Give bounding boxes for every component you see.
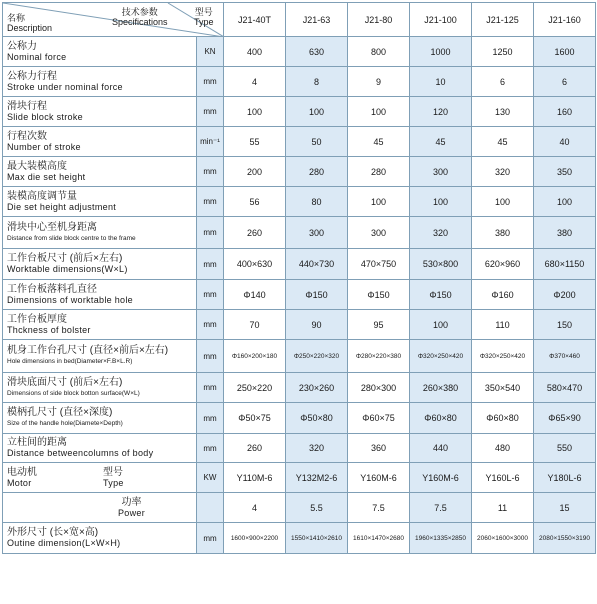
model-header: J21-160 (534, 3, 596, 37)
value-cell: 400×630 (224, 249, 286, 280)
row-label-cn: 滑块行程 (7, 100, 47, 112)
row-label (3, 403, 197, 434)
unit-cell: mm (197, 187, 224, 217)
model-header: J21-80 (348, 3, 410, 37)
value-cell: 160 (534, 97, 596, 127)
row-label-en: Stroke under nominal force (7, 81, 123, 92)
row-label-cn: 公称力 (7, 40, 37, 52)
unit-cell: KN (197, 37, 224, 67)
row-label-en: Slide block stroke (7, 111, 83, 122)
value-cell: Y110M-6 (224, 463, 286, 493)
value-cell: 1960×1335×2850 (410, 523, 472, 554)
outline-cn: 外形尺寸 (长×宽×高) (7, 527, 99, 538)
table-row (3, 217, 596, 249)
model-header: J21-63 (286, 3, 348, 37)
row-label-en: Thckness of bolster (7, 324, 91, 335)
value-cell: 100 (410, 310, 472, 340)
value-cell: Φ50×75 (224, 403, 286, 434)
value-cell: 10 (410, 67, 472, 97)
value-cell: 630 (286, 37, 348, 67)
motor-cn: 电动机 (7, 466, 37, 478)
value-cell: 530×800 (410, 249, 472, 280)
row-label-cn: 最大装模高度 (7, 160, 67, 172)
value-cell: 350×540 (472, 373, 534, 403)
header-row (3, 3, 596, 37)
unit-cell: mm (197, 280, 224, 310)
row-label-en: Hole dimensions in bed(Diameter×F.B×L.R) (7, 358, 133, 365)
value-cell: 6 (472, 67, 534, 97)
value-cell: 230×260 (286, 373, 348, 403)
value-cell: 110 (472, 310, 534, 340)
value-cell: Φ150 (286, 280, 348, 310)
value-cell: 90 (286, 310, 348, 340)
row-label (3, 37, 197, 67)
value-cell: 45 (348, 127, 410, 157)
row-label (3, 157, 197, 187)
unit-cell: mm (197, 340, 224, 373)
value-cell: Φ150 (348, 280, 410, 310)
value-cell: 100 (410, 187, 472, 217)
value-cell: 280 (286, 157, 348, 187)
row-label-cn: 工作台板厚度 (7, 313, 67, 325)
unit-cell: mm (197, 67, 224, 97)
table-row (3, 310, 596, 340)
value-cell: 55 (224, 127, 286, 157)
value-cell: Y160M-6 (410, 463, 472, 493)
model-header: J21-100 (410, 3, 472, 37)
value-cell: 320 (286, 434, 348, 463)
value-cell: 100 (472, 187, 534, 217)
value-cell: 5.5 (286, 493, 348, 523)
value-cell: 320 (472, 157, 534, 187)
model-header: J21-40T (224, 3, 286, 37)
value-cell: 2060×1600×3000 (472, 523, 534, 554)
table-row (3, 157, 596, 187)
motor-power-row (3, 493, 596, 523)
row-label-en: Distance betweencolumns of body (7, 448, 154, 458)
motor-label (3, 463, 197, 493)
value-cell: 45 (410, 127, 472, 157)
value-cell: 470×750 (348, 249, 410, 280)
row-label (3, 340, 197, 373)
type-label: 型号 Type (194, 7, 214, 27)
power-cn: 功率 (121, 496, 142, 508)
value-cell: Y160L-6 (472, 463, 534, 493)
model-header: J21-125 (472, 3, 534, 37)
value-cell: 7.5 (348, 493, 410, 523)
spec-table (2, 2, 596, 554)
value-cell: 100 (224, 97, 286, 127)
value-cell: Φ160 (472, 280, 534, 310)
table-row (3, 373, 596, 403)
row-label-en: Dimensions of worktable hole (7, 294, 133, 305)
value-cell: Φ60×80 (410, 403, 472, 434)
table-row (3, 67, 596, 97)
value-cell: Φ60×75 (348, 403, 410, 434)
value-cell: 440 (410, 434, 472, 463)
value-cell: 4 (224, 67, 286, 97)
value-cell: 40 (534, 127, 596, 157)
motor-type-en: Type (103, 477, 124, 488)
table-row (3, 403, 596, 434)
power-label (3, 493, 197, 523)
row-label-cn: 滑块中心至机身距离 (7, 221, 97, 233)
value-cell: Y180L-6 (534, 463, 596, 493)
value-cell: 440×730 (286, 249, 348, 280)
table-row (3, 37, 596, 67)
motor-type-row (3, 463, 596, 493)
motor-en: Motor (7, 477, 32, 488)
row-label-en: Number of stroke (7, 141, 81, 152)
value-cell: Φ60×80 (472, 403, 534, 434)
row-label-en: Worktable dimensions(W×L) (7, 264, 128, 274)
value-cell: Φ320×250×420 (472, 340, 534, 373)
unit-cell: mm (197, 434, 224, 463)
value-cell: 350 (534, 157, 596, 187)
value-cell: 400 (224, 37, 286, 67)
value-cell: 380 (472, 217, 534, 249)
row-label-cn: 公称力行程 (7, 70, 57, 82)
value-cell: Φ150 (410, 280, 472, 310)
outline-label (3, 523, 197, 554)
value-cell: 360 (348, 434, 410, 463)
value-cell: Φ65×90 (534, 403, 596, 434)
value-cell: 550 (534, 434, 596, 463)
motor-type-cn: 型号 (103, 466, 123, 478)
row-label (3, 127, 197, 157)
row-label-cn: 工作台板落料孔直径 (7, 283, 97, 295)
value-cell: 8 (286, 67, 348, 97)
value-cell: 260 (224, 434, 286, 463)
value-cell: Φ320×250×420 (410, 340, 472, 373)
value-cell: 100 (348, 97, 410, 127)
value-cell: Y160M-6 (348, 463, 410, 493)
value-cell: 280 (348, 157, 410, 187)
unit-cell: mm (197, 97, 224, 127)
value-cell: 45 (472, 127, 534, 157)
value-cell: 100 (286, 97, 348, 127)
value-cell: Φ370×460 (534, 340, 596, 373)
outline-row (3, 523, 596, 554)
value-cell: 1550×1410×2610 (286, 523, 348, 554)
row-label (3, 67, 197, 97)
outline-en: Outine dimension(L×W×H) (7, 538, 121, 548)
specifications-label: 技术参数 Specifications (112, 7, 168, 27)
value-cell: Φ50×80 (286, 403, 348, 434)
row-label-cn: 模柄孔尺寸 (直径×深度) (7, 407, 113, 418)
value-cell: 70 (224, 310, 286, 340)
value-cell: 120 (410, 97, 472, 127)
row-label-en: Die set height adjustment (7, 201, 117, 212)
value-cell: 320 (410, 217, 472, 249)
value-cell: Φ160×200×180 (224, 340, 286, 373)
value-cell: 9 (348, 67, 410, 97)
row-label (3, 249, 197, 280)
row-label-en: Dimensions of side block botton surface(W×L) (7, 389, 140, 397)
value-cell: 1600 (534, 37, 596, 67)
header-corner (3, 3, 224, 37)
table-row (3, 97, 596, 127)
row-label-cn: 机身工作台孔尺寸 (直径×前后×左右) (7, 345, 169, 356)
value-cell: 680×1150 (534, 249, 596, 280)
row-label-cn: 工作台板尺寸 (前后×左右) (7, 253, 123, 264)
value-cell: 130 (472, 97, 534, 127)
value-cell: 1250 (472, 37, 534, 67)
table-row (3, 187, 596, 217)
row-label (3, 97, 197, 127)
table-row (3, 127, 596, 157)
value-cell: 200 (224, 157, 286, 187)
row-label-en: Max die set height (7, 171, 86, 182)
row-label (3, 187, 197, 217)
unit-cell: mm (197, 310, 224, 340)
row-label-en: Nominal force (7, 51, 67, 62)
table-row (3, 280, 596, 310)
value-cell: 250×220 (224, 373, 286, 403)
row-label-en: Size of the handle hole(Diamete×Depth) (7, 420, 123, 427)
value-cell: 95 (348, 310, 410, 340)
power-en: Power (117, 507, 145, 518)
value-cell: 56 (224, 187, 286, 217)
unit-cell: mm (197, 373, 224, 403)
row-label (3, 373, 197, 403)
unit-cell: mm (197, 249, 224, 280)
value-cell: 2080×1550×3190 (534, 523, 596, 554)
value-cell: 620×960 (472, 249, 534, 280)
value-cell: 1610×1470×2680 (348, 523, 410, 554)
value-cell: 380 (534, 217, 596, 249)
value-cell: 1600×900×2200 (224, 523, 286, 554)
row-label (3, 280, 197, 310)
unit-cell: mm (197, 523, 224, 554)
row-label (3, 434, 197, 463)
value-cell: Φ140 (224, 280, 286, 310)
value-cell: Φ250×220×320 (286, 340, 348, 373)
value-cell: 100 (534, 187, 596, 217)
value-cell: 260×380 (410, 373, 472, 403)
row-label-cn: 行程次数 (7, 130, 47, 142)
value-cell: 7.5 (410, 493, 472, 523)
table-row (3, 340, 596, 373)
row-label-en: Distance from slide block centre to the frame (7, 234, 136, 242)
value-cell: 4 (224, 493, 286, 523)
value-cell: 80 (286, 187, 348, 217)
value-cell: Φ280×220×380 (348, 340, 410, 373)
row-label-cn: 滑块底面尺寸 (前后×左右) (7, 376, 123, 388)
unit-cell: KW (197, 463, 224, 493)
value-cell: 580×470 (534, 373, 596, 403)
row-label (3, 310, 197, 340)
value-cell: 800 (348, 37, 410, 67)
value-cell: 11 (472, 493, 534, 523)
row-label-cn: 立柱间的距离 (7, 437, 67, 448)
value-cell: 300 (410, 157, 472, 187)
value-cell: 300 (286, 217, 348, 249)
description-label: 名称 Description (7, 13, 53, 33)
value-cell: 15 (534, 493, 596, 523)
unit-cell: min⁻¹ (197, 127, 224, 157)
value-cell: Φ200 (534, 280, 596, 310)
value-cell: 480 (472, 434, 534, 463)
value-cell: 260 (224, 217, 286, 249)
row-label (3, 217, 197, 249)
value-cell: Y132M2-6 (286, 463, 348, 493)
unit-cell: mm (197, 217, 224, 249)
unit-cell: mm (197, 403, 224, 434)
table-row (3, 249, 596, 280)
value-cell: 150 (534, 310, 596, 340)
value-cell: 6 (534, 67, 596, 97)
unit-cell (197, 493, 224, 523)
value-cell: 100 (348, 187, 410, 217)
value-cell: 280×300 (348, 373, 410, 403)
value-cell: 300 (348, 217, 410, 249)
table-row (3, 434, 596, 463)
unit-cell: mm (197, 157, 224, 187)
value-cell: 1000 (410, 37, 472, 67)
row-label-cn: 装模高度调节量 (7, 190, 77, 202)
value-cell: 50 (286, 127, 348, 157)
